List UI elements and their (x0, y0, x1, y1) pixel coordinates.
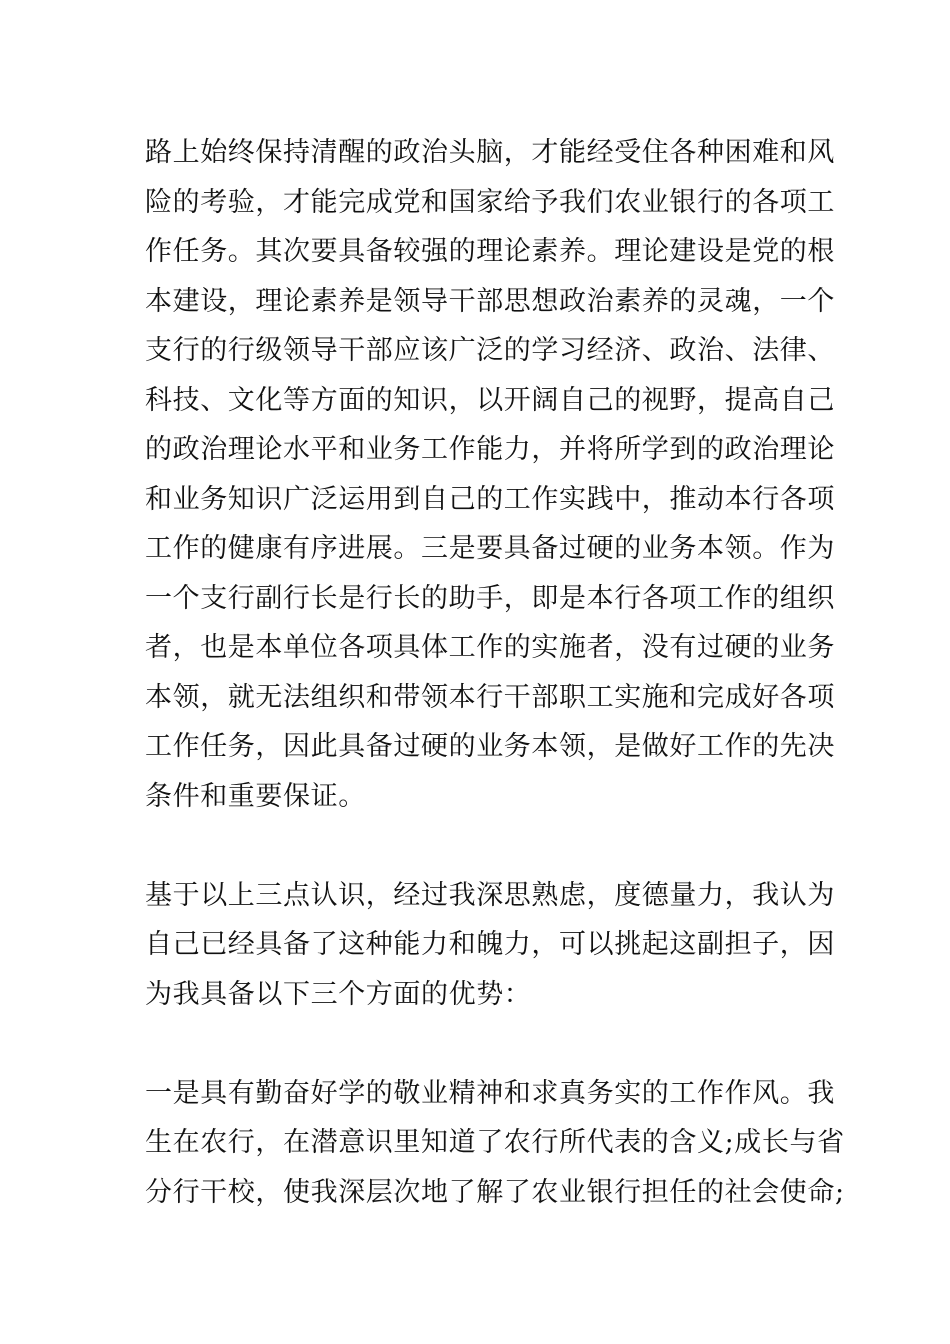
text-line: 和业务知识广泛运用到自己的工作实践中，推动本行各项 (145, 483, 835, 515)
text-line: 本建设，理论素养是领导干部思想政治素养的灵魂，一个 (145, 285, 835, 317)
paragraph-spacer (145, 821, 810, 871)
text-line: 作任务。其次要具备较强的理论素养。理论建设是党的根 (145, 236, 835, 267)
text-line: 支行的行级领导干部应该广泛的学习经济、政治、法律、 (145, 335, 835, 366)
text-line: 科技、文化等方面的知识，以开阔自己的视野，提高自己 (145, 384, 835, 416)
text-line: 为我具备以下三个方面的优势： (145, 978, 532, 1010)
text-line: 自己已经具备了这种能力和魄力，可以挑起这副担子，因 (145, 929, 835, 960)
text-line: 的政治理论水平和业务工作能力，并将所学到的政治理论 (145, 434, 835, 465)
document-body (145, 128, 845, 1217)
text-line: 生在农行，在潜意识里知道了农行所代表的含义;成长与省 (145, 1127, 845, 1158)
text-line: 险的考验，才能完成党和国家给予我们农业银行的各项工 (145, 186, 835, 218)
text-line: 一是具有勤奋好学的敬业精神和求真务实的工作作风。我 (145, 1077, 835, 1109)
text-line: 条件和重要保证。 (145, 780, 366, 812)
paragraph-2 (145, 871, 835, 1020)
text-line: 分行干校，使我深层次地了解了农业银行担任的社会使命; (145, 1176, 845, 1208)
paragraph-spacer (145, 1019, 810, 1069)
paragraph-1 (145, 128, 835, 821)
text-line: 工作任务，因此具备过硬的业务本领，是做好工作的先决 (145, 731, 835, 762)
paragraph-3 (145, 1069, 845, 1218)
text-line: 工作的健康有序进展。三是要具备过硬的业务本领。作为 (145, 533, 835, 564)
text-line: 一个支行副行长是行长的助手，即是本行各项工作的组织 (145, 582, 835, 614)
text-line: 者，也是本单位各项具体工作的实施者，没有过硬的业务 (145, 632, 835, 663)
text-line: 基于以上三点认识，经过我深思熟虑，度德量力，我认为 (145, 879, 835, 911)
text-line: 本领，就无法组织和带领本行干部职工实施和完成好各项 (145, 681, 835, 713)
text-line: 路上始终保持清醒的政治头脑，才能经受住各种困难和风 (145, 137, 835, 168)
